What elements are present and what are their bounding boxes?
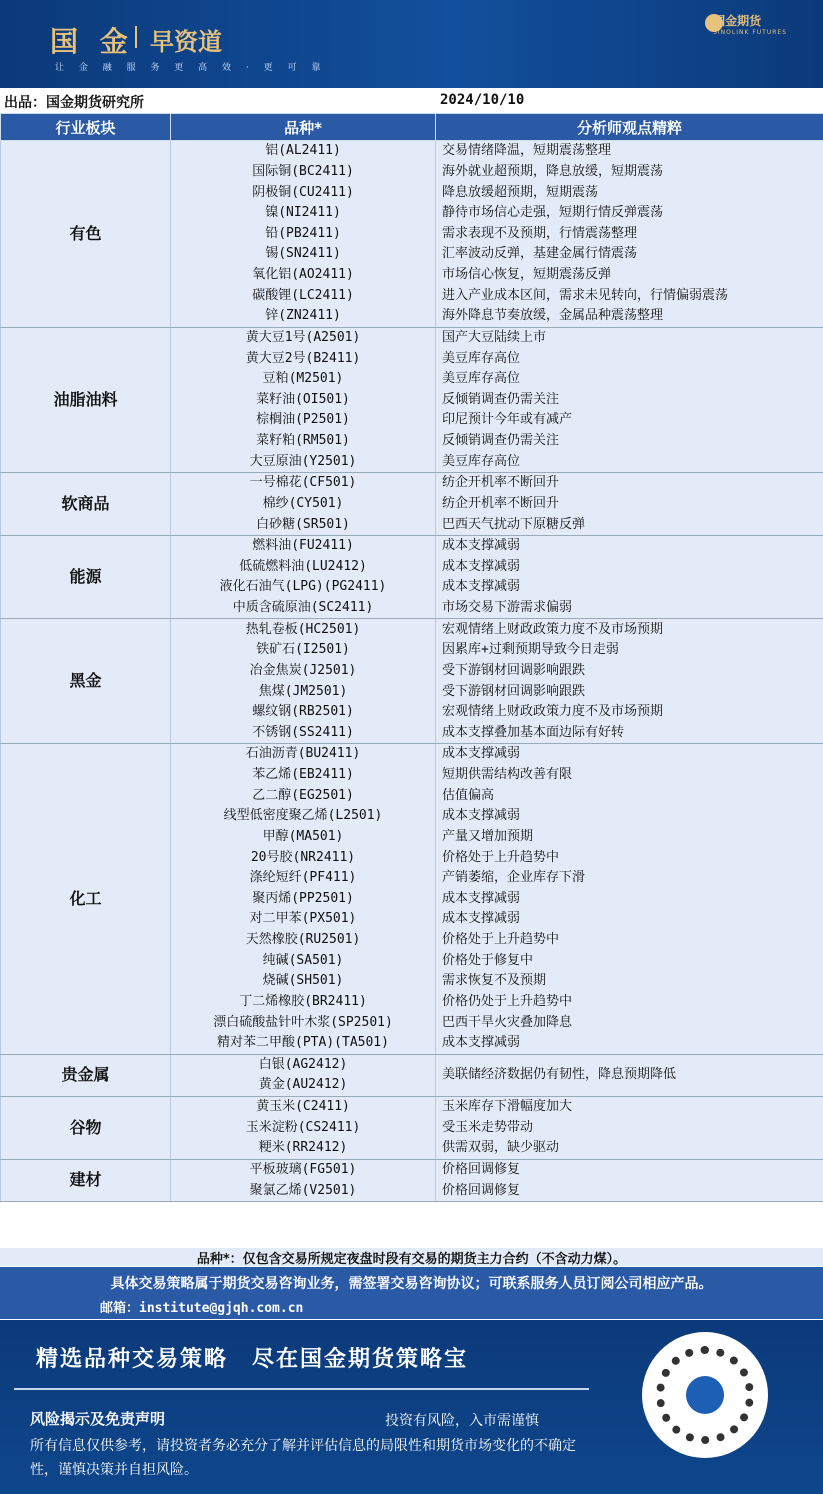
- view-cell: 成本支撑减弱: [436, 577, 823, 598]
- variety-cell: 不锈钢(SS2411): [171, 723, 436, 744]
- variety-cell: 国际铜(BC2411): [171, 162, 436, 183]
- view-cell: 静待市场信心走强，短期行情反弹震荡: [436, 203, 823, 224]
- view-cell: 市场交易下游需求偏弱: [436, 598, 823, 619]
- variety-cell: 铁矿石(I2501): [171, 640, 436, 661]
- view-cell: 美豆库存高位: [436, 451, 823, 472]
- view-cell: 美联储经济数据仍有韧性，降息预期降低: [436, 1054, 823, 1096]
- view-cell: 美豆库存高位: [436, 348, 823, 369]
- view-cell: 玉米库存下滑幅度加大: [436, 1096, 823, 1117]
- table-row: [1, 1159, 823, 1180]
- variety-cell: 对二甲苯(PX501): [171, 909, 436, 930]
- table-row: [1, 535, 823, 556]
- notice-text: 具体交易策略属于期货交易咨询业务，需签署交易咨询协议；可联系服务人员订阅公司相应产品。: [110, 1276, 713, 1292]
- view-cell: 纺企开机率不断回升: [436, 473, 823, 494]
- logo-text: 国 金: [50, 25, 134, 58]
- view-cell: 受玉米走势带动: [436, 1117, 823, 1138]
- view-cell: 海外降息节奏放缓，金属品种震荡整理: [436, 306, 823, 327]
- variety-cell: 聚氯乙烯(V2501): [171, 1180, 436, 1201]
- view-cell: 国产大豆陆续上市: [436, 327, 823, 348]
- email-link[interactable]: 邮箱：institute@gjqh.com.cn: [100, 1301, 304, 1316]
- variety-cell: 锌(ZN2411): [171, 306, 436, 327]
- variety-cell: 低硫燃料油(LU2412): [171, 557, 436, 578]
- view-cell: 巴西天气扰动下原糖反弹: [436, 514, 823, 535]
- variety-cell: 漂白硫酸盐针叶木浆(SP2501): [171, 1012, 436, 1033]
- variety-cell: 一号棉花(CF501): [171, 473, 436, 494]
- view-cell: 短期供需结构改善有限: [436, 765, 823, 786]
- view-cell: 纺企开机率不断回升: [436, 494, 823, 515]
- tagline: 让 金 融 服 务 更 高 效 · 更 可 靠: [55, 63, 327, 73]
- view-cell: 需求表现不及预期，行情震荡整理: [436, 224, 823, 245]
- logo-divider: [135, 26, 137, 48]
- view-cell: 因累库+过剩预期导致今日走弱: [436, 640, 823, 661]
- variety-cell: 乙二醇(EG2501): [171, 785, 436, 806]
- variety-cell: 石油沥青(BU2411): [171, 744, 436, 765]
- variety-cell: 平板玻璃(FG501): [171, 1159, 436, 1180]
- brand-name: [713, 12, 787, 36]
- table-row: [1, 327, 823, 348]
- view-cell: 海外就业超预期，降息放缓，短期震荡: [436, 162, 823, 183]
- footer-title: 精选品种交易策略 尽在国金期货策略宝: [36, 1347, 469, 1372]
- sector-cell: 能源: [1, 535, 171, 619]
- risk-warning: 投资有风险，入市需谨慎: [385, 1413, 539, 1429]
- variety-cell: 丁二烯橡胶(BR2411): [171, 992, 436, 1013]
- variety-cell: 天然橡胶(RU2501): [171, 930, 436, 951]
- footer-banner: [0, 1320, 823, 1494]
- view-cell: 交易情绪降温，短期震荡整理: [436, 141, 823, 162]
- footnote: 品种*：仅包含交易所规定夜盘时段有交易的期货主力合约（不含动力煤）。: [0, 1248, 823, 1266]
- view-cell: 需求恢复不及预期: [436, 971, 823, 992]
- view-cell: 汇率波动反弹，基建金属行情震荡: [436, 244, 823, 265]
- view-cell: 进入产业成本区间，需求未见转向，行情偏弱震荡: [436, 285, 823, 306]
- variety-cell: 镍(NI2411): [171, 203, 436, 224]
- col-variety: 品种*: [171, 114, 436, 141]
- view-cell: 印尼预计今年或有减产: [436, 410, 823, 431]
- variety-cell: 热轧卷板(HC2501): [171, 619, 436, 640]
- view-cell: 宏观情绪上财政政策力度不及市场预期: [436, 619, 823, 640]
- variety-cell: 聚丙烯(PP2501): [171, 889, 436, 910]
- view-cell: 产销萎缩，企业库存下滑: [436, 868, 823, 889]
- qr-logo-icon: [686, 1376, 724, 1414]
- sector-cell: 软商品: [1, 473, 171, 536]
- variety-cell: 氧化铝(AO2411): [171, 265, 436, 286]
- sector-cell: 谷物: [1, 1096, 171, 1159]
- view-cell: 巴西干旱火灾叠加降息: [436, 1012, 823, 1033]
- view-cell: 供需双弱，缺少驱动: [436, 1138, 823, 1159]
- view-cell: 成本支撑减弱: [436, 806, 823, 827]
- variety-cell: 锡(SN2411): [171, 244, 436, 265]
- variety-cell: 大豆原油(Y2501): [171, 451, 436, 472]
- view-cell: 成本支撑减弱: [436, 909, 823, 930]
- sector-cell: 黑金: [1, 619, 171, 744]
- table-row: [1, 619, 823, 640]
- variety-cell: 棉纱(CY501): [171, 494, 436, 515]
- variety-cell: 黄金(AU2412): [171, 1075, 436, 1096]
- brand-en: SINOLINK FUTURES: [713, 29, 787, 36]
- view-cell: 成本支撑减弱: [436, 889, 823, 910]
- report-date: 2024/10/10: [440, 92, 525, 108]
- view-cell: 成本支撑减弱: [436, 1033, 823, 1054]
- variety-cell: 纯碱(SA501): [171, 950, 436, 971]
- variety-cell: 烧碱(SH501): [171, 971, 436, 992]
- view-cell: 产量又增加预期: [436, 827, 823, 848]
- view-cell: 宏观情绪上财政政策力度不及市场预期: [436, 702, 823, 723]
- col-view: 分析师观点精粹: [436, 114, 823, 141]
- table-row: [1, 1096, 823, 1117]
- variety-cell: 冶金焦炭(J2501): [171, 661, 436, 682]
- variety-cell: 20号胶(NR2411): [171, 847, 436, 868]
- view-cell: 成本支撑减弱: [436, 744, 823, 765]
- sector-cell: 有色: [1, 141, 171, 328]
- variety-cell: 焦煤(JM2501): [171, 681, 436, 702]
- variety-cell: 铝(AL2411): [171, 141, 436, 162]
- view-cell: 价格仍处于上升趋势中: [436, 992, 823, 1013]
- table-header: [1, 114, 823, 141]
- view-cell: 价格处于修复中: [436, 950, 823, 971]
- variety-cell: 碳酸锂(LC2411): [171, 285, 436, 306]
- view-cell: 价格回调修复: [436, 1159, 823, 1180]
- sector-cell: 贵金属: [1, 1054, 171, 1096]
- publisher: 出品：国金期货研究所: [4, 95, 144, 111]
- variety-cell: 黄大豆2号(B2411): [171, 348, 436, 369]
- view-cell: 受下游钢材回调影响跟跌: [436, 681, 823, 702]
- variety-cell: 白砂糖(SR501): [171, 514, 436, 535]
- variety-cell: 甲醇(MA501): [171, 827, 436, 848]
- view-cell: 成本支撑减弱: [436, 535, 823, 556]
- variety-cell: 线型低密度聚乙烯(L2501): [171, 806, 436, 827]
- variety-cell: 铅(PB2411): [171, 224, 436, 245]
- header-banner: [0, 0, 823, 88]
- view-cell: 反倾销调查仍需关注: [436, 431, 823, 452]
- variety-cell: 白银(AG2412): [171, 1054, 436, 1075]
- risk-title: 风险揭示及免责声明: [30, 1410, 166, 1428]
- view-cell: 价格处于上升趋势中: [436, 847, 823, 868]
- variety-cell: 粳米(RR2412): [171, 1138, 436, 1159]
- col-sector: 行业板块: [1, 114, 171, 141]
- disclaimer: 所有信息仅供参考，请投资者务必充分了解并评估信息的局限性和期货市场变化的不确定性，谨慎决策并自担风险。: [30, 1438, 576, 1478]
- variety-cell: 螺纹钢(RB2501): [171, 702, 436, 723]
- view-cell: 降息放缓超预期，短期震荡: [436, 182, 823, 203]
- variety-cell: 菜籽粕(RM501): [171, 431, 436, 452]
- view-cell: 美豆库存高位: [436, 369, 823, 390]
- brand-cn: 国金期货: [713, 14, 762, 28]
- sector-cell: 建材: [1, 1159, 171, 1201]
- sector-cell: 油脂油料: [1, 327, 171, 472]
- variety-cell: 阴极铜(CU2411): [171, 182, 436, 203]
- table-row: [1, 744, 823, 765]
- table-row: [1, 473, 823, 494]
- view-cell: 成本支撑减弱: [436, 557, 823, 578]
- variety-cell: 豆粕(M2501): [171, 369, 436, 390]
- view-cell: 价格回调修复: [436, 1180, 823, 1201]
- view-cell: 市场信心恢复，短期震荡反弹: [436, 265, 823, 286]
- table-row: [1, 141, 823, 162]
- table-row: [1, 1054, 823, 1075]
- qr-code[interactable]: [642, 1332, 768, 1458]
- notice-bar: [0, 1267, 823, 1319]
- variety-cell: 中质含硫原油(SC2411): [171, 598, 436, 619]
- variety-cell: 精对苯二甲酸(PTA)(TA501): [171, 1033, 436, 1054]
- variety-cell: 苯乙烯(EB2411): [171, 765, 436, 786]
- footer-divider: [14, 1388, 589, 1390]
- variety-cell: 菜籽油(OI501): [171, 390, 436, 411]
- strategy-table: [0, 113, 823, 1202]
- variety-cell: 液化石油气(LPG)(PG2411): [171, 577, 436, 598]
- view-cell: 价格处于上升趋势中: [436, 930, 823, 951]
- logo-subtitle: 早资道: [150, 28, 222, 56]
- view-cell: 反倾销调查仍需关注: [436, 390, 823, 411]
- variety-cell: 燃料油(FU2411): [171, 535, 436, 556]
- variety-cell: 棕榈油(P2501): [171, 410, 436, 431]
- view-cell: 估值偏高: [436, 785, 823, 806]
- variety-cell: 黄玉米(C2411): [171, 1096, 436, 1117]
- variety-cell: 黄大豆1号(A2501): [171, 327, 436, 348]
- info-bar: [0, 90, 823, 112]
- view-cell: 成本支撑叠加基本面边际有好转: [436, 723, 823, 744]
- variety-cell: 玉米淀粉(CS2411): [171, 1117, 436, 1138]
- variety-cell: 涤纶短纤(PF411): [171, 868, 436, 889]
- sector-cell: 化工: [1, 744, 171, 1054]
- view-cell: 受下游钢材回调影响跟跌: [436, 661, 823, 682]
